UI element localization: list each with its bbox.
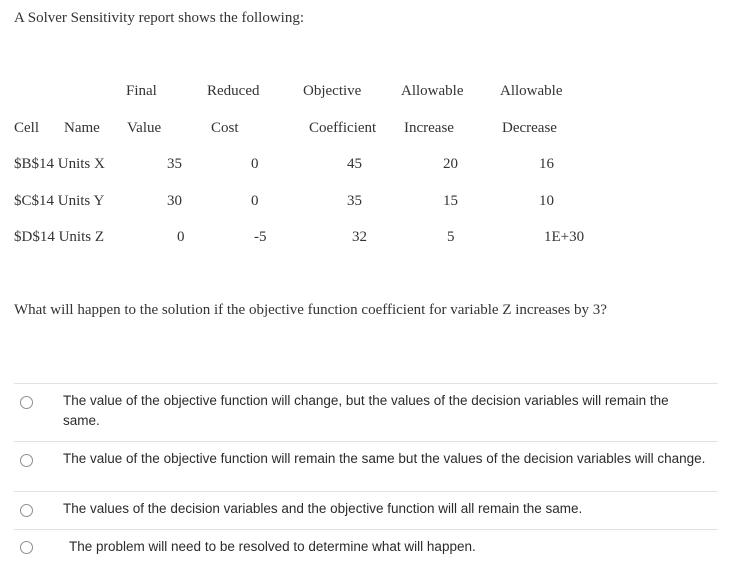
header-name: Name bbox=[64, 120, 100, 136]
header-reduced: Reduced bbox=[207, 83, 260, 99]
header-increase: Increase bbox=[404, 120, 454, 136]
radio-button[interactable] bbox=[20, 396, 33, 409]
header-allowable-increase: Allowable bbox=[401, 83, 464, 99]
row-objective-coefficient: 35 bbox=[347, 193, 362, 209]
header-cell: Cell bbox=[14, 120, 39, 136]
row-allowable-increase: 20 bbox=[443, 156, 458, 172]
radio-button[interactable] bbox=[20, 504, 33, 517]
intro-text: A Solver Sensitivity report shows the following: bbox=[14, 10, 304, 26]
row-cell-name: $D$14 Units Z bbox=[14, 229, 104, 245]
header-allowable-decrease: Allowable bbox=[500, 83, 563, 99]
row-allowable-decrease: 10 bbox=[539, 193, 554, 209]
option-text-line1: The value of the objective function will change, but the values of the decision variables will remain the bbox=[63, 393, 669, 408]
row-allowable-decrease: 16 bbox=[539, 156, 554, 172]
option-divider bbox=[14, 491, 718, 492]
question-text: What will happen to the solution if the objective function coefficient for variable Z increases by 3? bbox=[14, 302, 607, 318]
row-cell-name: $C$14 Units Y bbox=[14, 193, 105, 209]
option-text-line2: same. bbox=[63, 413, 100, 428]
row-reduced-cost: 0 bbox=[251, 193, 259, 209]
row-final-value: 30 bbox=[167, 193, 182, 209]
header-coefficient: Coefficient bbox=[309, 120, 377, 136]
row-objective-coefficient: 32 bbox=[352, 229, 367, 245]
option-divider bbox=[14, 529, 718, 530]
header-decrease: Decrease bbox=[502, 120, 557, 136]
option-divider bbox=[14, 383, 718, 384]
row-reduced-cost: -5 bbox=[254, 229, 267, 245]
row-allowable-increase: 15 bbox=[443, 193, 458, 209]
header-cost: Cost bbox=[211, 120, 239, 136]
header-value: Value bbox=[127, 120, 162, 136]
radio-button[interactable] bbox=[20, 541, 33, 554]
row-final-value: 35 bbox=[167, 156, 182, 172]
row-final-value: 0 bbox=[177, 229, 185, 245]
row-cell-name: $B$14 Units X bbox=[14, 156, 105, 172]
row-allowable-decrease: 1E+30 bbox=[544, 229, 585, 245]
header-objective: Objective bbox=[303, 83, 362, 99]
radio-button[interactable] bbox=[20, 454, 33, 467]
row-objective-coefficient: 45 bbox=[347, 156, 362, 172]
row-reduced-cost: 0 bbox=[251, 156, 259, 172]
header-final: Final bbox=[126, 83, 157, 99]
option-divider bbox=[14, 441, 718, 442]
option-text: The problem will need to be resolved to determine what will happen. bbox=[69, 539, 476, 554]
option-text: The values of the decision variables and the objective function will all remain the same. bbox=[63, 501, 583, 516]
option-text: The value of the objective function will remain the same but the values of the decision variables will change. bbox=[63, 451, 706, 466]
row-allowable-increase: 5 bbox=[447, 229, 455, 245]
